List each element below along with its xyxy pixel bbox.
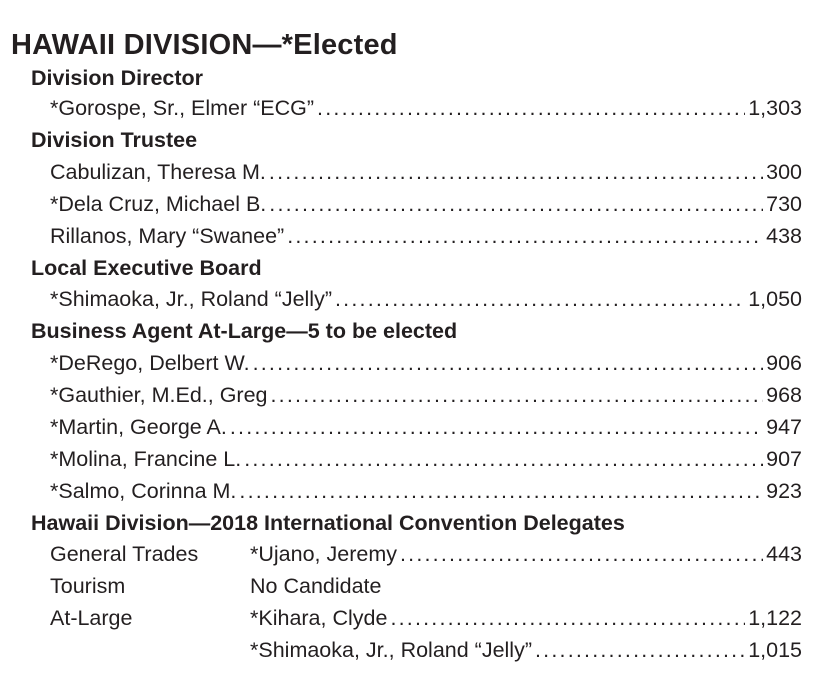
candidate-name: Rillanos, Mary “Swanee” xyxy=(50,224,285,248)
result-row xyxy=(50,96,802,124)
candidate-name: *Dela Cruz, Michael B. xyxy=(50,192,267,216)
vote-count: 968 xyxy=(766,383,802,407)
result-row xyxy=(50,383,802,411)
section-heading: Business Agent At-Large—5 to be elected xyxy=(31,319,458,343)
vote-count: 300 xyxy=(766,160,802,184)
dot-leader xyxy=(269,160,763,185)
document-title: HAWAII DIVISION—*Elected xyxy=(11,29,398,61)
dot-leader xyxy=(400,542,763,567)
vote-count: 906 xyxy=(766,351,802,375)
candidate-name: *DeRego, Delbert W. xyxy=(50,351,250,375)
delegate-category: At-Large xyxy=(50,606,133,630)
result-row xyxy=(50,479,802,507)
candidate-name: Cabulizan, Theresa M. xyxy=(50,160,266,184)
candidate-name: *Shimaoka, Jr., Roland “Jelly” xyxy=(250,638,532,662)
dot-leader xyxy=(230,415,763,440)
result-row xyxy=(50,192,802,220)
candidate-name: *Martin, George A. xyxy=(50,415,227,439)
vote-count: 1,015 xyxy=(748,638,802,662)
section-heading: Division Trustee xyxy=(31,128,198,152)
result-row xyxy=(250,638,802,666)
dot-leader xyxy=(239,479,763,504)
section-heading: Local Executive Board xyxy=(31,256,262,280)
result-row xyxy=(50,351,802,379)
dot-leader xyxy=(287,224,763,249)
delegate-category: General Trades xyxy=(50,542,199,566)
dot-leader xyxy=(317,96,745,121)
delegate-category: Tourism xyxy=(50,574,126,598)
candidate-name: *Gauthier, M.Ed., Greg xyxy=(50,383,268,407)
dot-leader xyxy=(535,638,745,663)
dot-leader xyxy=(335,287,745,312)
vote-count: 1,050 xyxy=(748,287,802,311)
vote-count: 907 xyxy=(766,447,802,471)
candidate-name: *Molina, Francine L. xyxy=(50,447,242,471)
result-row xyxy=(250,542,802,570)
vote-count: 730 xyxy=(766,192,802,216)
candidate-name: *Salmo, Corinna M. xyxy=(50,479,237,503)
result-row xyxy=(50,160,802,188)
no-candidate-text: No Candidate xyxy=(250,574,382,598)
result-row xyxy=(50,224,802,252)
section-heading: Division Director xyxy=(31,66,204,90)
dot-leader xyxy=(244,447,763,472)
vote-count: 947 xyxy=(766,415,802,439)
vote-count: 443 xyxy=(766,542,802,566)
vote-count: 923 xyxy=(766,479,802,503)
vote-count: 1,303 xyxy=(748,96,802,120)
candidate-name: *Gorospe, Sr., Elmer “ECG” xyxy=(50,96,315,120)
vote-count: 438 xyxy=(766,224,802,248)
dot-leader xyxy=(253,351,764,376)
dot-leader xyxy=(269,192,763,217)
candidate-name: *Kihara, Clyde xyxy=(250,606,388,630)
section-heading: Hawaii Division—2018 International Convention Delegates xyxy=(31,511,625,535)
vote-count: 1,122 xyxy=(748,606,802,630)
candidate-name: *Ujano, Jeremy xyxy=(250,542,397,566)
result-row xyxy=(250,606,802,634)
result-row xyxy=(50,287,802,315)
result-row xyxy=(50,415,802,443)
dot-leader xyxy=(390,606,745,631)
dot-leader xyxy=(271,383,764,408)
result-row xyxy=(50,447,802,475)
candidate-name: *Shimaoka, Jr., Roland “Jelly” xyxy=(50,287,332,311)
